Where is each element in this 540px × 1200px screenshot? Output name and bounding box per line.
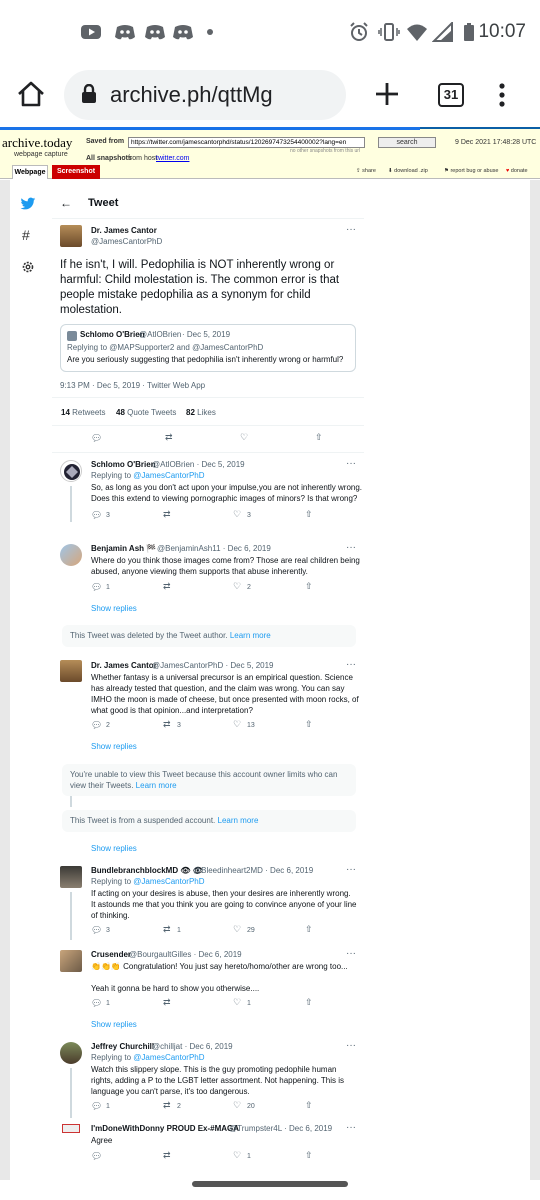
quote-author-name: Schlomo O'Brien [80,330,145,339]
reply-author-handle[interactable]: @chilljat · Dec 6, 2019 [152,1042,233,1051]
divider [52,425,364,426]
header-divider [52,218,364,219]
divider [52,452,364,453]
avatar[interactable] [60,544,82,566]
more-options-icon[interactable]: ··· [346,659,356,670]
retweet-icon[interactable]: ⇄ [163,1100,171,1110]
share-icon[interactable]: ⇧ [305,997,313,1007]
limited-tweet-notice [62,764,356,796]
reply-icon[interactable]: 💬︎ [91,433,103,443]
retweets-label: Retweets [72,408,106,417]
like-icon[interactable]: ♡ [233,581,242,591]
show-replies-link[interactable]: Show replies [91,1020,137,1029]
reply-author-handle[interactable]: @BenjaminAsh11 · Dec 6, 2019 [157,544,271,553]
discord-icon [144,22,166,42]
reply-text-line: Agree [91,1136,113,1145]
quote-tweets-stat[interactable] [116,408,176,417]
tab-screenshot[interactable]: Screenshot [52,165,100,179]
url-text[interactable]: archive.ph/qttMg [110,82,273,107]
youtube-icon [80,22,102,42]
page-load-progress [0,127,420,130]
share-icon[interactable]: ⇧ [305,719,313,729]
quote-text: Are you seriously suggesting that pedophilia isn't inherently wrong or harmful? [67,355,344,364]
quote-replying-to: Replying to @MAPSupporter2 and @JamesCantorPhD [67,343,264,352]
retweet-count: 1 [177,927,181,934]
share-icon[interactable]: ⇧ [305,924,313,934]
reply-text-line: So, as long as you don't act upon your impulse,you are not inherently wrong. [91,483,363,492]
retweets-stat[interactable] [61,408,106,417]
reply-text-line: 👏👏👏 Congratulation! You just say hereto/homo/other are wrong too... [91,962,348,971]
like-count: 13 [247,722,255,729]
avatar[interactable] [60,1042,82,1064]
retweet-icon[interactable]: ⇄ [163,1150,171,1160]
dot-icon [202,22,224,42]
reply-author-handle[interactable]: @Bleedinheart2MD · Dec 6, 2019 [193,866,314,875]
learn-more-link[interactable]: Learn more [135,781,177,790]
like-count: 1 [247,1000,251,1007]
reply-text-line: Yeah it gonna be hard to show you otherwise.... [91,984,260,993]
suspended-notice-text: This Tweet is from a suspended account. [70,816,216,825]
more-options-icon[interactable]: ··· [346,864,356,875]
reply-text-line: IMHO the moon is made of cheese, but once presented with moon rocks, of [91,695,359,704]
deleted-notice-text: This Tweet was deleted by the Tweet author. [70,631,228,640]
retweets-count: 14 [61,408,70,417]
discord-icon [172,22,194,42]
reply-text-line: abused, anyone viewing them supports that abuse inherently. [91,567,308,576]
thread-line [70,1068,72,1118]
share-icon[interactable]: ⇧ [305,509,313,519]
reply-author-handle[interactable]: @AtlOBrien · Dec 5, 2019 [152,460,245,469]
reply-author-name[interactable]: Schlomo O'Brien [91,460,156,469]
settings-gear-icon[interactable] [21,260,35,274]
learn-more-link[interactable]: Learn more [217,816,259,825]
show-replies-link[interactable]: Show replies [91,604,137,613]
retweet-icon[interactable]: ⇄ [163,924,171,934]
reply-author-name[interactable]: Crusender [91,950,132,959]
reply-icon[interactable]: 💬︎ [91,1151,103,1161]
show-replies-link[interactable]: Show replies [91,742,137,751]
like-count: 20 [247,1103,255,1110]
quote-date: · Dec 5, 2019 [182,330,231,339]
tab-webpage[interactable]: Webpage [12,165,48,179]
more-options-icon[interactable]: ··· [346,542,356,553]
more-options-icon[interactable]: ··· [346,458,356,469]
retweet-icon[interactable]: ⇄ [165,432,173,442]
replying-to-link[interactable]: @JamesCantorPhD [133,877,205,886]
replying-to [91,471,205,480]
learn-more-link[interactable]: Learn more [229,631,271,640]
no-other-snapshots: no other snapshots from this url [290,148,361,154]
reply-count: 2 [106,722,110,729]
tweet-timestamp: 9:13 PM · Dec 5, 2019 · Twitter Web App [60,381,206,390]
thread-line [70,486,72,522]
reply-icon[interactable]: 💬︎ [91,925,103,935]
retweet-icon[interactable]: ⇄ [163,719,171,729]
replying-to [91,877,205,886]
reply-author-name[interactable]: I'mDoneWithDonny PROUD Ex-#MAGA [91,1124,240,1133]
replying-to [91,1053,205,1062]
saved-from-label: Saved from [86,138,125,145]
quote-tweets-count: 48 [116,408,125,417]
new-tab-icon[interactable] [374,81,400,107]
reply-icon[interactable]: 💬︎ [91,582,103,592]
reply-count: 1 [106,584,110,591]
replying-to-label: Replying to [91,877,132,886]
share-link-label[interactable]: share [362,168,376,174]
alarm-icon [348,22,370,42]
capture-date: 9 Dec 2021 17:48:28 UTC [455,139,537,146]
reply-author-handle[interactable]: @BourgaultGilles · Dec 6, 2019 [129,950,242,959]
limited-notice-text: You're unable to view this Tweet because this account owner limits who can view their Tweets. [70,770,338,790]
discord-icon [114,22,136,42]
share-icon[interactable]: ⇧ [305,1100,313,1110]
avatar[interactable] [60,866,82,888]
reply-text-line: of thinking. [91,911,130,920]
quote-tweets-label: Quote Tweets [127,408,177,417]
like-icon[interactable]: ♡ [233,719,242,729]
like-icon[interactable]: ♡ [233,997,242,1007]
reply-text-line: Watch this slippery slope. This is the guy promoting pedophile human [91,1065,337,1074]
retweet-icon[interactable]: ⇄ [163,997,171,1007]
like-icon[interactable]: ♡ [233,924,242,934]
retweet-icon[interactable]: ⇄ [163,509,171,519]
quote-author-handle: @AtlOBrien [139,330,182,339]
battery-icon [458,22,480,42]
more-options-icon[interactable]: ··· [346,1040,356,1051]
like-icon[interactable]: ♡ [240,432,249,442]
reply-author-name[interactable]: Benjamin Ash 🏁 [91,544,157,553]
like-count: 2 [247,584,251,591]
replying-to-label: Replying to [91,471,132,480]
avatar [67,331,77,341]
reply-icon[interactable]: 💬︎ [91,998,103,1008]
reply-text-line: what good is that opinion...and interpretation? [91,706,253,715]
report-bug-link[interactable]: ⚑ report bug or abuse [444,168,499,174]
replying-to-link[interactable]: @JamesCantorPhD [133,1053,205,1062]
like-count: 1 [247,1153,251,1160]
wifi-icon [406,22,428,42]
like-count: 3 [247,512,251,519]
clock: 10:07 [478,21,526,42]
more-options-icon[interactable]: ··· [346,224,356,235]
reply-text-line: Where do you think those images come from? Those are real children being [91,556,360,565]
retweet-count: 3 [177,722,181,729]
divider [52,397,364,398]
share-icon[interactable]: ⇧ [315,432,323,442]
signal-icon [432,22,454,42]
show-replies-link[interactable]: Show replies [91,844,137,853]
deleted-tweet-notice [62,625,356,647]
reply-text-line: If acting on your desires is abuse, then your desires are inherently wrong. [91,889,351,898]
share-icon[interactable]: ⇧ [305,1150,313,1160]
tweet-text: If he isn't, I will. Pedophilia is NOT inherently wrong or harmful: Child molestation is. The common error is that people mistake pedophilia as a synonym for child molestation. [60,259,340,316]
from-host-label: from host [128,155,158,162]
reply-icon[interactable]: 💬︎ [91,720,103,730]
reply-text-line: rights, adding a P to the LGBT letter assortment. Not happening. This is [91,1076,345,1085]
page-title: Tweet [88,197,119,209]
gesture-nav-handle[interactable] [192,1181,348,1187]
avatar[interactable] [60,225,82,247]
retweet-icon[interactable]: ⇄ [163,581,171,591]
retweet-count: 2 [177,1103,181,1110]
more-options-icon[interactable]: ··· [346,1122,356,1133]
status-bar [0,0,540,64]
archive-logo[interactable]: archive.today [2,135,73,150]
author-name[interactable]: Dr. James Cantor [91,226,157,235]
lock-icon [80,84,98,104]
share-link[interactable]: ⇪ share [356,168,376,174]
reply-icon[interactable]: 💬︎ [91,1101,103,1111]
avatar[interactable] [60,460,82,482]
archive-subtitle: webpage capture [14,151,68,158]
reply-count: 1 [106,1103,110,1110]
avatar[interactable] [62,1124,80,1133]
thread-line [70,892,72,940]
all-snapshots-link[interactable]: All snapshots [86,155,132,162]
more-vert-icon[interactable] [496,82,508,108]
like-icon[interactable]: ♡ [233,509,242,519]
like-icon[interactable]: ♡ [233,1150,242,1160]
explore-hashtag-icon[interactable]: # [22,227,30,243]
reply-author-handle[interactable]: @JamesCantorPhD · Dec 5, 2019 [152,661,274,670]
home-icon[interactable] [16,80,46,108]
back-arrow-icon[interactable]: ← [60,196,72,210]
author-handle[interactable]: @JamesCantorPhD [91,237,163,246]
reply-icon[interactable]: 💬︎ [91,510,103,520]
vibrate-icon [378,22,400,42]
avatar[interactable] [60,660,82,682]
download-zip-link[interactable]: ⬇ download .zip [388,168,428,174]
reply-author-name[interactable]: Dr. James Cantor [91,661,157,670]
twitter-bird-icon[interactable] [20,197,36,211]
heart-icon: ♥ [506,168,510,174]
search-button[interactable]: search [378,137,436,148]
reply-author-handle[interactable]: @Trumpster4L · Dec 6, 2019 [229,1124,333,1133]
donate-link[interactable] [506,168,528,174]
replying-to-link[interactable]: @JamesCantorPhD [133,471,205,480]
reply-text-line: Does this extend to viewing pornographic images of minors? Is that wrong? [91,494,358,503]
likes-count: 82 [186,408,195,417]
avatar[interactable] [60,950,82,972]
thread-line [70,795,72,807]
reply-author-name[interactable]: BundlebranchblockMD 👁 👁 [91,866,203,875]
reply-count: 3 [106,927,110,934]
reply-text-line: Whether fantasy is a universal precursor is an empirical question. Science [91,673,353,682]
like-icon[interactable]: ♡ [233,1100,242,1110]
replying-to-label: Replying to [91,1053,132,1062]
likes-label: Likes [197,408,216,417]
download-zip-label[interactable]: download .zip [394,168,428,174]
donate-label[interactable]: donate [510,168,528,174]
host-link[interactable]: twitter.com [156,155,190,162]
saved-url-input[interactable] [128,137,365,148]
reply-count: 1 [106,1000,110,1007]
like-count: 29 [247,927,255,934]
report-bug-label[interactable]: report bug or abuse [450,168,499,174]
reply-text-line: language you can't parse, it's too dangerous. [91,1087,250,1096]
reply-text-line: has already tested that question, and the claim was wrong. You can say [91,684,345,693]
tab-switcher-button[interactable]: 31 [438,83,464,107]
reply-count: 3 [106,512,110,519]
suspended-tweet-notice [62,810,356,832]
more-options-icon[interactable]: ··· [346,948,356,959]
reply-author-name[interactable]: Jeffrey Churchill [91,1042,155,1051]
share-icon[interactable]: ⇧ [305,581,313,591]
likes-stat[interactable] [186,408,216,417]
reply-text-line: It astounds me that you think you are going to convince anyone of your line [91,900,357,909]
